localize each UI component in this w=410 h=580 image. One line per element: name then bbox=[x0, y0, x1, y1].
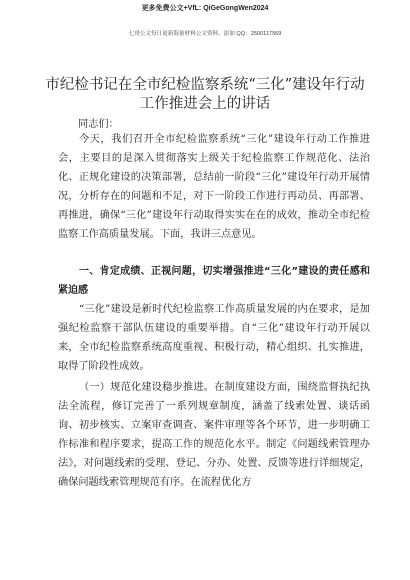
promo-subtitle: 七哥公文每日更新海量材料公文资料，添加 QQ：2500117569 bbox=[128, 31, 282, 37]
greeting: 同志们： bbox=[78, 119, 119, 130]
section-heading-one: 一、肯定成绩、正视问题，切实增强推进“三化”建设的责任感和紧迫感 bbox=[58, 266, 370, 296]
document-title: 市纪检书记在全市纪检监察系统“三化”建设年行动工作推进会上的讲话 bbox=[45, 77, 365, 112]
section-one-paragraph: “三化”建设是新时代纪检监察工作高质量发展的内在要求，是加强纪检监察干部队伍建设的重要举措。自“三化”建设年行动开展以来，全市纪检监察系统高度重视、积极行动，精心组织、扎实推进，取得了阶段性成效。 bbox=[58, 304, 370, 372]
intro-paragraph: 今天，我们召开全市纪检监察系统“三化”建设年行动工作推进会，主要目的是深入贯彻落实上级关于纪检监察工作规范化、法治化、正规化建设的决策部署，总结前一阶段“三化”建设年行动开展情况，分析存在的问题和不足，对下一阶段工作进行再动员、再部署、再推进，确保“三化”建设年行动取得实实在在的成效，推动全市纪检监察工作高质量发展。下面，我讲三点意见。 bbox=[58, 134, 370, 240]
subsection-one-paragraph: （一）规范化建设稳步推进。在制度建设方面，围绕监督执纪执法全流程，修订完善了一系列规章制度，涵盖了线索处置、谈话函询、初步核实、立案审查调查、案件审理等各个环节，进一步明确工作标准和程序要求，提高工作的规范化水平。制定《问题线索管理办法》，对问题线索的受理、登记、分办、处置、反馈等进行详细规定，确保问题线索管理规范有序。在流程优化方 bbox=[58, 382, 370, 488]
promo-banner: 更多免费公文+VfL: QiGeGongWen2024 bbox=[141, 5, 269, 12]
